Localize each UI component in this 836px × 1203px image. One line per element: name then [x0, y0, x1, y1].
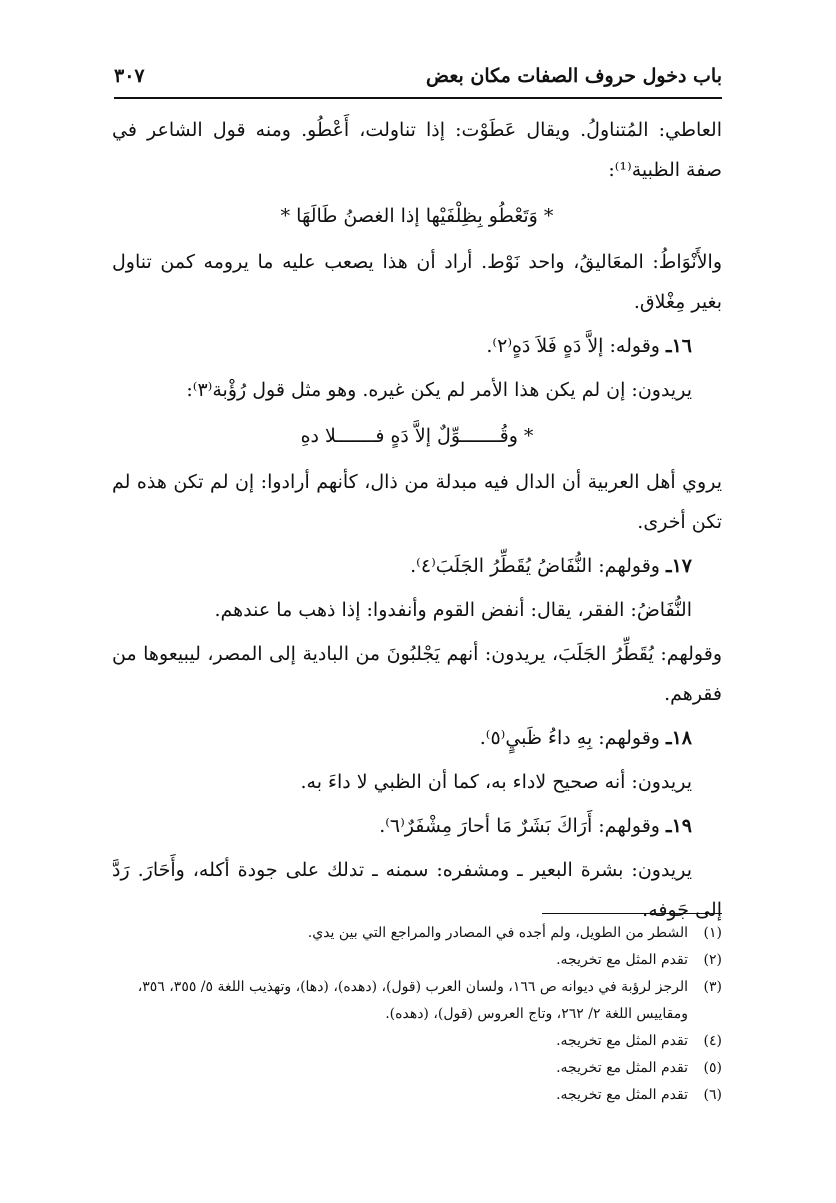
footnote [112, 974, 722, 1028]
paragraph: النُّفَاضُ: الفقر، يقال: أنفض القوم وأنفدوا: إذا ذهب ما عندهم. [214, 599, 692, 621]
footnote-number: (٣) [703, 979, 722, 995]
proverb-entry-19 [112, 806, 722, 846]
proverb-entry-17 [112, 546, 722, 586]
entry-number: ١٩ـ [666, 815, 692, 837]
entry-text: وقولهم: بِهِ داءُ ظَبيٍ⁽٥⁾. [479, 727, 660, 749]
verse-line: * وقُـــــــوِّلٌ إلاَّ دَهٍ فـــــــلا دهِ [300, 425, 534, 447]
proverb-entry-16 [112, 326, 722, 366]
footnotes [112, 920, 722, 1109]
entry-text: وقولهم: النُّفَاضُ يُقَطِّرُ الجَلَبَ⁽٤⁾. [410, 555, 660, 577]
paragraph: والأَنْوَاطُ: المعَاليقُ، واحد نَوْط. أراد أن هذا يصعب عليه ما يرومه كمن تناول بغير مِغْلاق. [112, 251, 722, 313]
footnote-text: تقدم المثل مع تخريجه. [556, 952, 688, 968]
entry-text: وقوله: إلاَّ دَهٍ فَلاَ دَهٍ⁽٢⁾. [486, 335, 660, 357]
paragraph: العاطي: المُتناولُ. ويقال عَطَوْت: إذا تناولت، أَعْطُو. ومنه قول الشاعر في صفة الظبية⁽¹⁾: [112, 119, 722, 181]
entry-number: ١٦ـ [666, 335, 692, 357]
paragraph: يريدون: بشرة البعير ـ ومشفره: سمنه ـ تدلك على جودة أكله، وأَحَارَ. رَدَّ إلى جَوفه. [112, 859, 722, 921]
footnote [112, 1055, 722, 1082]
paragraph: يريدون: إن لم يكن هذا الأمر لم يكن غيره. وهو مثل قول رُؤْبة⁽٣⁾: [186, 379, 692, 401]
footnote-text: الرجز لرؤبة في ديوانه ص ١٦٦، ولسان العرب (قول)، (دهده)، (دها)، وتهذيب اللغة ٥/ ٣٥٥، ٣٥٦، ومقاييس اللغة ٢/ ٢٦٢، وتاج العروس (قول)، (دهده). [137, 979, 688, 1022]
footnote-number: (٥) [703, 1060, 722, 1076]
footnote-number: (٦) [703, 1087, 722, 1103]
verse-line: * وَتَعْطُو بِظِلْفَيْها إذا الغصنُ طَالَهَا * [280, 205, 554, 227]
footnote-number: (٤) [703, 1033, 722, 1049]
footnote-text: الشطر من الطويل، ولم أجده في المصادر والمراجع التي بين يدي. [307, 925, 688, 941]
footnote [112, 920, 722, 947]
footnote [112, 1082, 722, 1109]
footnote-number: (٢) [703, 952, 722, 968]
footnotes-divider [542, 913, 722, 914]
page-header [114, 56, 722, 96]
entry-text: وقولهم: أَرَاكَ بَشَرٌ مَا أحارَ مِشْفَرٌ⁽٦⁾. [379, 815, 660, 837]
header-divider [114, 97, 722, 99]
entry-number: ١٧ـ [666, 555, 692, 577]
chapter-title: باب دخول حروف الصفات مكان بعض [426, 65, 722, 87]
footnote [112, 947, 722, 974]
paragraph: يريدون: أنه صحيح لاداء به، كما أن الظبي لا داءَ به. [300, 771, 692, 793]
paragraph: وقولهم: يُقَطِّرُ الجَلَبَ، يريدون: أنهم يَجْلبُونَ من البادية إلى المصر، ليبيعوها من فقرهم. [112, 643, 722, 705]
proverb-entry-18 [112, 718, 722, 758]
footnote [112, 1028, 722, 1055]
main-text [112, 110, 722, 934]
footnote-text: تقدم المثل مع تخريجه. [556, 1087, 688, 1103]
footnote-text: تقدم المثل مع تخريجه. [556, 1060, 688, 1076]
paragraph: يروي أهل العربية أن الدال فيه مبدلة من ذال، كأنهم أرادوا: إن لم تكن هذه لم تكن أخرى. [112, 471, 722, 533]
entry-number: ١٨ـ [666, 727, 692, 749]
page-number: ٣٠٧ [114, 65, 145, 87]
footnote-text: تقدم المثل مع تخريجه. [556, 1033, 688, 1049]
footnote-number: (١) [703, 925, 722, 941]
